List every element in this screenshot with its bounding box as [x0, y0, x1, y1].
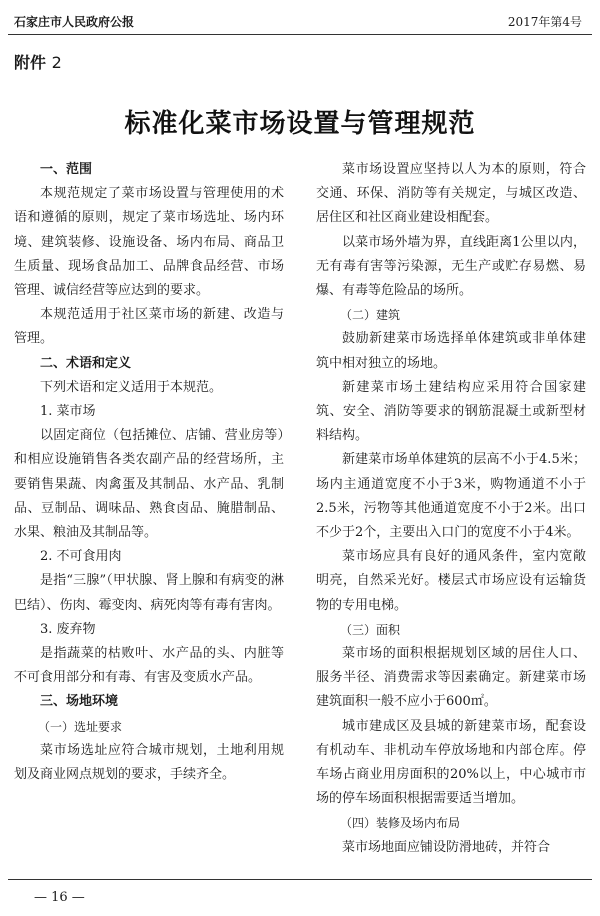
section-heading: 一、范围: [40, 162, 93, 177]
paragraph: 菜市场地面应铺设防滑地砖，并符合: [342, 839, 551, 855]
paragraph: 菜市场选址应符合城市规划，土地利用规划及商业网点规划的要求，手续齐全。: [14, 742, 284, 783]
left-column: [14, 158, 284, 787]
paragraph: 城市建成区及县城的新建菜市场，配套设有机动车、非机动车停放场地和内部仓库。停车场占商业用房面积的20%以上，中心城市市场的停车场面积根据需要适当增加。: [316, 718, 586, 807]
journal-header: [8, 6, 592, 35]
attachment-number: 2: [51, 53, 62, 72]
subsection-heading: （一）选址要求: [38, 719, 123, 734]
page-footer: [8, 879, 592, 916]
subsection-heading: （三）面积: [340, 622, 401, 637]
paragraph: 菜市场应具有良好的通风条件，室内宽敞明亮，自然采光好。楼层式市场应设有运输货物的专用电梯。: [316, 549, 586, 613]
paragraph: 本规范适用于社区菜市场的新建、改造与管理。: [14, 307, 284, 347]
attachment-word: 附件: [14, 53, 47, 72]
attachment-label: [14, 50, 62, 73]
paragraph: 1. 菜市场: [40, 404, 96, 420]
paragraph: 是指蔬菜的枯败叶、水产品的头、内脏等不可食用部分和有毒、有害及变质水产品。: [14, 646, 284, 686]
issue-number: 2017年第4号: [507, 15, 582, 29]
subsection-heading: （四）装修及场内布局: [340, 816, 461, 831]
paragraph: 新建菜市场单体建筑的层高不小于4.5米；场内主通道宽度不小于3米，购物通道不小于2.5米，污物等其他通道宽度不小于2米。出口不少于2个，主要出入口门的宽度不小于4米。: [316, 452, 586, 541]
page-number: — 16 —: [34, 890, 85, 905]
page-title: 标准化菜市场设置与管理规范: [124, 109, 476, 139]
right-column: [316, 158, 586, 860]
paragraph: 鼓励新建菜市场选择单体建筑或非单体建筑中相对独立的场地。: [316, 331, 586, 371]
paragraph: 是指“三腺”（甲状腺、肾上腺和有病变的淋巴结）、伤肉、霉变肉、病死肉等有毒有害肉。: [14, 573, 284, 613]
paragraph: 菜市场设置应坚持以人为本的原则，符合交通、环保、消防等有关规定，与城区改造、居住区和社区商业建设相配套。: [316, 162, 586, 226]
journal-name: 石家庄市人民政府公报: [14, 15, 135, 29]
paragraph: 本规范规定了菜市场设置与管理使用的术语和遵循的原则，规定了菜市场选址、场内环境、建筑装修、设施设备、场内布局、商品卫生质量、现场食品加工、品牌食品经营、市场管理、诚信经营等应达到的要求。: [14, 186, 284, 299]
paragraph: 下列术语和定义适用于本规范。: [40, 379, 223, 395]
paragraph: 以固定商位（包括摊位、店铺、营业房等）和相应设施销售各类农副产品的经营场所，主要销售果蔬、肉禽蛋及其制品、水产品、乳制品、豆制品、调味品、熟食卤品、腌腊制品、水果、粮油及其制品等。: [14, 428, 284, 541]
paragraph: 3. 废弃物: [40, 621, 96, 637]
paragraph: 以菜市场外墙为界，直线距离1公里以内，无有毒有害等污染源，无生产或贮存易燃、易爆、有毒等危险品的场所。: [316, 234, 586, 299]
paragraph: 新建菜市场土建结构应采用符合国家建筑、安全、消防等要求的钢筋混凝土或新型材料结构。: [316, 379, 586, 444]
subsection-heading: （二）建筑: [340, 308, 401, 323]
paragraph: 2. 不可食用肉: [40, 549, 122, 565]
section-heading: 二、术语和定义: [40, 355, 132, 371]
section-heading: 三、场地环境: [40, 694, 119, 710]
paragraph: 菜市场的面积根据规划区域的居住人口、服务半径、消费需求等因素确定。新建菜市场建筑面积一般不应小于600㎡。: [316, 646, 586, 710]
